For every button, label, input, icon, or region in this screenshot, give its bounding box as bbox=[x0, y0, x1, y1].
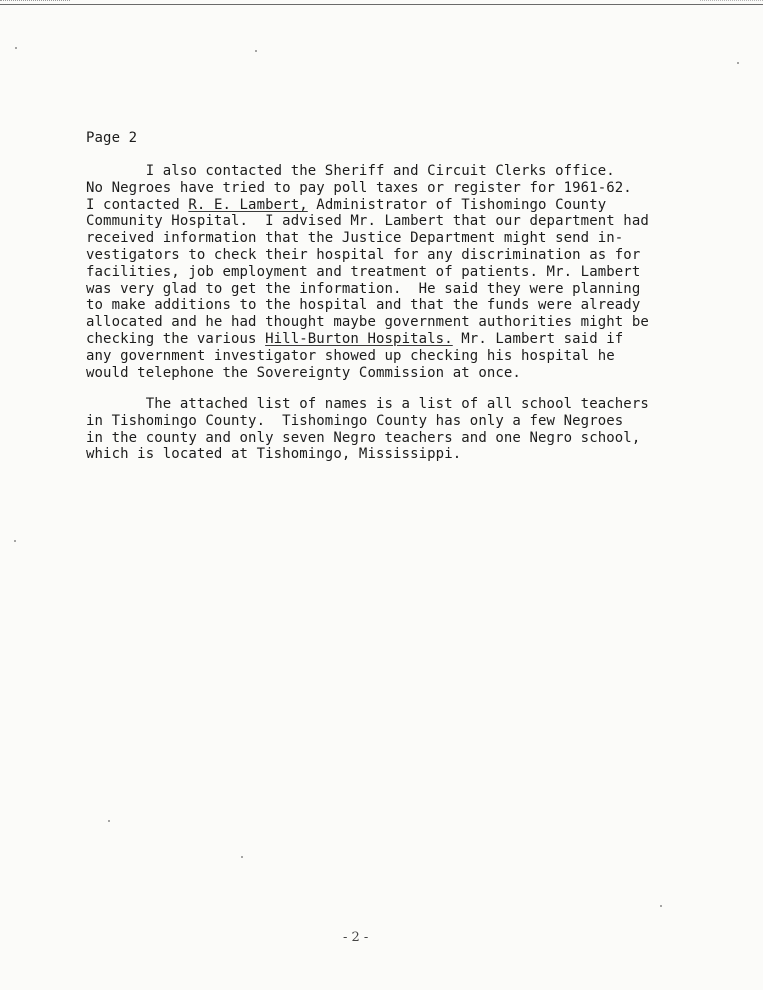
text-line: received information that the Justice Department might send in- bbox=[86, 230, 624, 247]
text-line: Community Hospital. I advised Mr. Lambert that our department had bbox=[86, 213, 649, 230]
text-line: would telephone the Sovereignty Commission at once. bbox=[86, 364, 521, 381]
text-line: to make additions to the hospital and that the funds were already bbox=[86, 297, 641, 314]
text-line: was very glad to get the information. He said they were planning bbox=[86, 280, 641, 297]
text-line bbox=[86, 331, 649, 348]
text-line: vestigators to check their hospital for any discrimination as for bbox=[86, 246, 641, 263]
text-line: in the county and only seven Negro teachers and one Negro school, bbox=[86, 429, 641, 446]
text-line: which is located at Tishomingo, Mississippi. bbox=[86, 446, 462, 463]
text-segment: Administrator of Tishomingo County bbox=[307, 196, 607, 213]
text-line bbox=[86, 197, 649, 214]
text-line: allocated and he had thought maybe government authorities might be bbox=[86, 314, 649, 331]
scan-speck bbox=[660, 905, 662, 907]
text-line: facilities, job employment and treatment of patients. Mr. Lambert bbox=[86, 263, 641, 280]
text-line: I also contacted the Sheriff and Circuit Clerks office. bbox=[86, 163, 615, 179]
text-line: any government investigator showed up checking his hospital he bbox=[86, 347, 615, 364]
text-line: No Negroes have tried to pay poll taxes or register for 1961-62. bbox=[86, 179, 632, 196]
underlined-name: Hill-Burton Hospitals. bbox=[265, 330, 453, 347]
text-segment: Mr. Lambert said if bbox=[452, 330, 624, 347]
scan-speck bbox=[241, 856, 243, 858]
paragraph-school-teachers bbox=[86, 396, 649, 463]
text-line: The attached list of names is a list of all school teachers bbox=[86, 396, 649, 412]
scan-speck bbox=[255, 50, 257, 52]
scan-speck bbox=[737, 62, 739, 64]
scan-speck bbox=[15, 47, 17, 49]
scan-speck bbox=[108, 820, 110, 822]
top-edge-rule bbox=[0, 4, 763, 5]
text-segment: I contacted bbox=[86, 196, 189, 213]
page-label: Page 2 bbox=[86, 130, 138, 146]
top-edge-dots-left bbox=[0, 0, 70, 1]
text-segment: checking the various bbox=[86, 330, 266, 347]
footer-page-number: - 2 - bbox=[343, 930, 369, 945]
text-line: in Tishomingo County. Tishomingo County has only a few Negroes bbox=[86, 412, 624, 429]
scan-speck bbox=[14, 540, 16, 542]
paragraph-sheriff-and-hospital bbox=[86, 163, 649, 381]
top-edge-dots-right bbox=[700, 0, 763, 1]
underlined-name: R. E. Lambert, bbox=[188, 196, 308, 213]
